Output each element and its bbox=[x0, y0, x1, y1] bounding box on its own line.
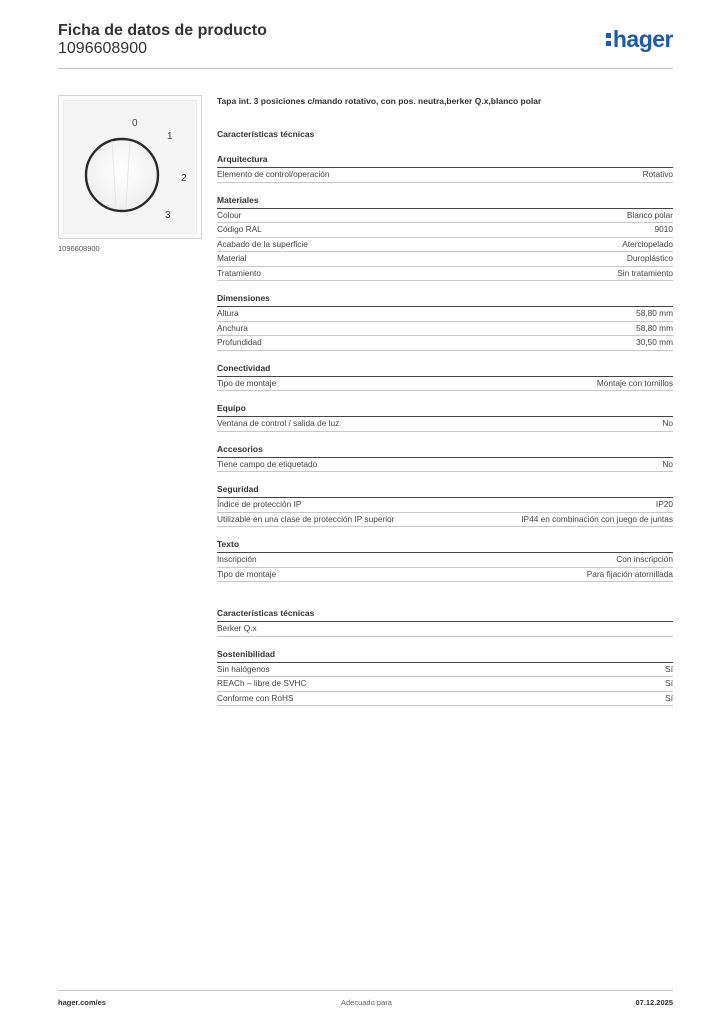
image-caption: 1096608900 bbox=[58, 244, 100, 253]
spec-row bbox=[217, 677, 673, 692]
switch-plate bbox=[63, 100, 197, 234]
section-title: Equipo bbox=[217, 402, 673, 417]
document-title: Ficha de datos de producto bbox=[58, 22, 267, 39]
spec-value: Con inscripción bbox=[616, 554, 673, 564]
spec-value: 58,80 mm bbox=[636, 322, 673, 333]
spec-row bbox=[217, 336, 673, 351]
spec-label: Utilizable en una clase de protección IP superior bbox=[217, 513, 395, 524]
logo-text: hager bbox=[612, 26, 673, 52]
spec-label: Altura bbox=[217, 308, 239, 318]
logo-mark-icon bbox=[606, 30, 612, 48]
product-description: Tapa int. 3 posiciones c/mando rotativo, con pos. neutra,berker Q.x,blanco polar bbox=[217, 96, 542, 106]
spec-value: Para fijación atornillada bbox=[586, 568, 673, 579]
spec-row bbox=[217, 498, 673, 513]
spec-value: No bbox=[662, 418, 673, 428]
spec-section bbox=[217, 443, 673, 473]
footer-divider bbox=[58, 990, 673, 991]
spec-value: Sí bbox=[665, 678, 673, 688]
section-title: Sostenibilidad bbox=[217, 648, 673, 663]
spec-label: Conforme con RoHS bbox=[217, 692, 294, 703]
spec-section bbox=[217, 153, 673, 183]
spec-value: 30,50 mm bbox=[636, 337, 673, 347]
footer-date: 07.12.2025 bbox=[635, 998, 673, 1007]
spec-label: Profundidad bbox=[217, 337, 262, 347]
spec-row bbox=[217, 223, 673, 238]
spec-section bbox=[217, 292, 673, 351]
spec-label: REACh – libre de SVHC bbox=[217, 678, 307, 688]
spec-value: IP20 bbox=[655, 499, 673, 509]
spec-value: Blanco polar bbox=[626, 209, 673, 220]
spec-label: Acabado de la superficie bbox=[217, 238, 308, 249]
section-title: Materiales bbox=[217, 194, 673, 209]
spec-section bbox=[217, 362, 673, 392]
spec-label: Tiene campo de etiquetado bbox=[217, 458, 318, 469]
spec-row bbox=[217, 322, 673, 337]
section-title: Conectividad bbox=[217, 362, 673, 377]
spec-label: Tipo de montaje bbox=[217, 377, 277, 388]
section-title: Arquitectura bbox=[217, 153, 673, 168]
dial-label-1: 1 bbox=[167, 131, 173, 142]
section-title: Texto bbox=[217, 538, 673, 553]
spec-value: Sí bbox=[665, 663, 673, 674]
product-code: 1096608900 bbox=[58, 40, 147, 57]
spec-row bbox=[217, 513, 673, 528]
spec-label: Colour bbox=[217, 209, 242, 220]
spec-label: Material bbox=[217, 253, 247, 263]
spec-label: Índice de protección IP bbox=[217, 499, 302, 509]
knob bbox=[86, 139, 158, 211]
spec-label: Sin halógenos bbox=[217, 663, 270, 674]
section-title: Seguridad bbox=[217, 483, 673, 498]
spec-label: Ventana de control / salida de luz bbox=[217, 418, 340, 428]
spec-section bbox=[217, 538, 673, 582]
spec-value: No bbox=[662, 458, 673, 469]
website-link[interactable]: hager.com/es bbox=[58, 998, 106, 1007]
dial-label-0: 0 bbox=[132, 118, 138, 129]
spec-label: Berker Q.x bbox=[217, 623, 257, 633]
spec-value: Montaje con tornillos bbox=[596, 377, 673, 388]
spec-value: IP44 en combinación con juego de juntas bbox=[521, 513, 673, 524]
spec-section bbox=[217, 194, 673, 282]
section-title: Dimensiones bbox=[217, 292, 673, 307]
spec-label: Código RAL bbox=[217, 224, 262, 234]
page-footer bbox=[58, 998, 673, 1010]
spec-section bbox=[217, 128, 673, 142]
spec-row bbox=[217, 238, 673, 253]
spec-value: Duroplástico bbox=[626, 253, 673, 263]
spec-row bbox=[217, 553, 673, 568]
dial-label-2: 2 bbox=[181, 173, 187, 184]
spec-content bbox=[217, 94, 673, 706]
spec-row bbox=[217, 692, 673, 707]
hager-logo bbox=[606, 26, 673, 53]
spec-row bbox=[217, 209, 673, 224]
spec-row bbox=[217, 307, 673, 322]
dial-label-3: 3 bbox=[165, 210, 171, 221]
spec-section bbox=[217, 607, 673, 637]
spec-value: Sí bbox=[665, 692, 673, 703]
spec-section bbox=[217, 402, 673, 432]
section-title: Características técnicas bbox=[217, 129, 315, 139]
spec-value: 9010 bbox=[654, 224, 673, 234]
footer-note: Adecuado para bbox=[341, 998, 392, 1007]
product-image bbox=[58, 95, 202, 239]
page-header bbox=[58, 20, 673, 70]
spec-label: Elemento de control/operación bbox=[217, 169, 330, 179]
spec-label: Tratamiento bbox=[217, 267, 261, 278]
spec-row bbox=[217, 267, 673, 282]
spec-row bbox=[217, 458, 673, 473]
spec-row bbox=[217, 568, 673, 583]
spec-label: Anchura bbox=[217, 322, 248, 333]
spec-row bbox=[217, 663, 673, 678]
spec-section bbox=[217, 648, 673, 707]
spec-row bbox=[217, 168, 673, 183]
spec-row bbox=[217, 377, 673, 392]
spec-label: Inscripción bbox=[217, 554, 257, 564]
section-title: Características técnicas bbox=[217, 607, 673, 622]
spec-row bbox=[217, 252, 673, 267]
spec-row bbox=[217, 417, 673, 432]
section-title: Accesorios bbox=[217, 443, 673, 458]
spec-label: Tipo de montaje bbox=[217, 568, 277, 579]
spec-row bbox=[217, 622, 673, 637]
rotary-switch-icon bbox=[64, 101, 196, 233]
spec-value: Sin tratamiento bbox=[617, 267, 673, 278]
spec-value: Rotativo bbox=[642, 169, 673, 179]
spec-value: Aterciopelado bbox=[622, 238, 673, 249]
spec-value: 58,80 mm bbox=[636, 308, 673, 318]
header-divider bbox=[58, 68, 673, 69]
spec-section bbox=[217, 483, 673, 527]
